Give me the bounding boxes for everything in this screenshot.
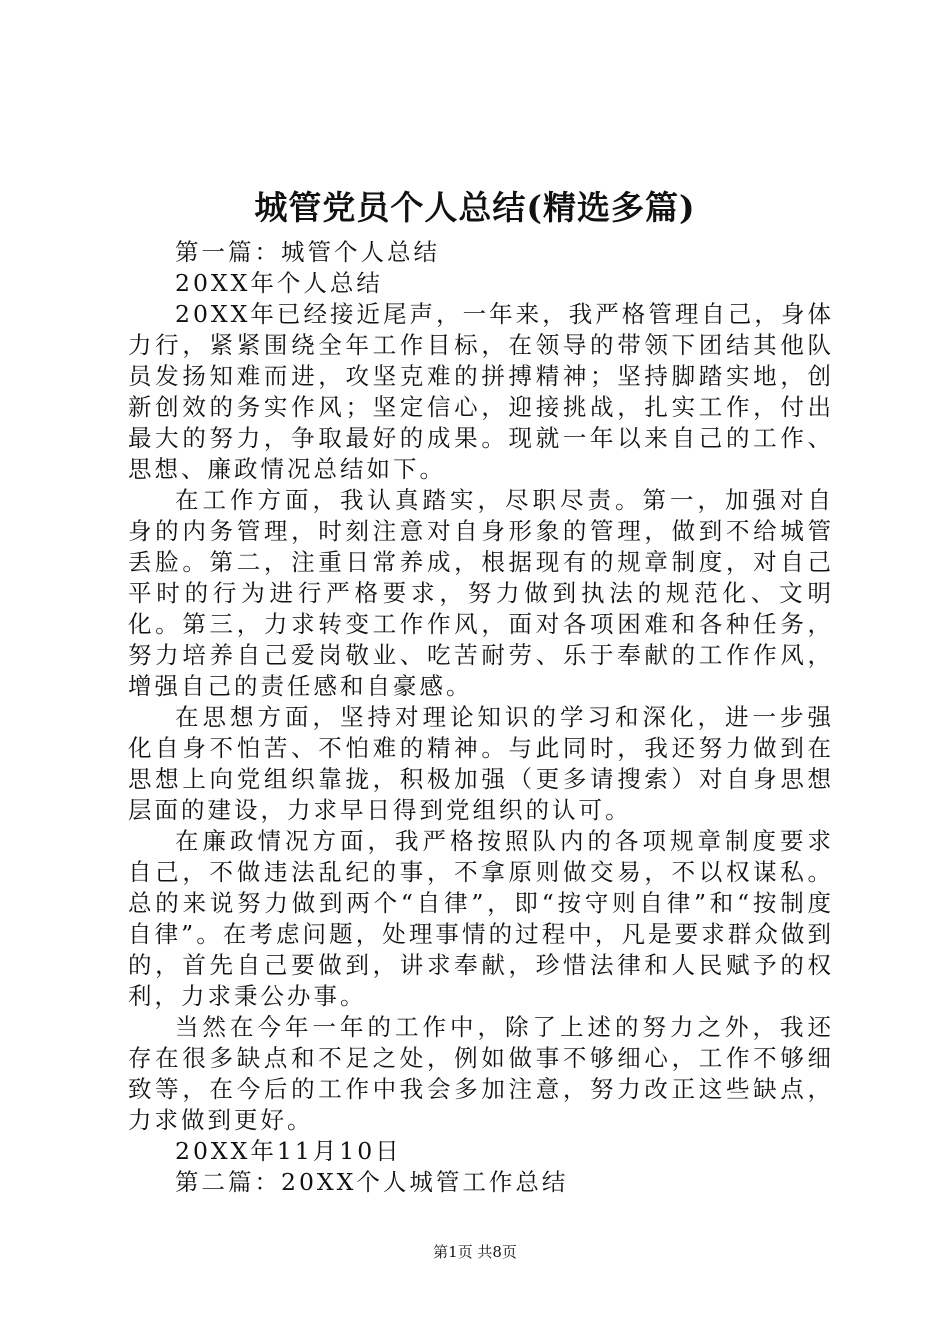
paragraph-integrity: 在廉政情况方面，我严格按照队内的各项规章制度要求自己，不做违法乱纪的事，不拿原则做交易，不以权谋私。总的来说努力做到两个“自律”，即“按守则自律”和“按制度自律”。在考虑问题，处理事情的过程中，凡是要求群众做到的，首先自己要做到，讲求奉献，珍惜法律和人民赋予的权利，力求秉公办事。 <box>128 827 834 1010</box>
document-title: 城管党员个人总结(精选多篇) <box>254 188 696 227</box>
paragraph-work: 在工作方面，我认真踏实，尽职尽责。第一，加强对自身的内务管理，时刻注意对自身形象的管理，做到不给城管丢脸。第二，注重日常养成，根据现有的规章制度，对自己平时的行为进行严格要求，努力做到执法的规范化、文明化。第三，力求转变工作作风，面对各项困难和各种任务，努力培养自己爱岗敬业、吃苦耐劳、乐于奉献的工作作风，增强自己的责任感和自豪感。 <box>128 486 834 700</box>
section-heading-2: 第二篇：20XX个人城管工作总结 <box>175 1168 569 1196</box>
subheading: 20XX年个人总结 <box>175 269 383 297</box>
section-heading-1: 第一篇：城管个人总结 <box>175 238 440 266</box>
date-line: 20XX年11月10日 <box>175 1137 402 1165</box>
paragraph-shortcomings: 当然在今年一年的工作中，除了上述的努力之外，我还存在很多缺点和不足之处，例如做事不够细心，工作不够细致等，在今后的工作中我会多加注意，努力改正这些缺点，力求做到更好。 <box>128 1013 834 1134</box>
document-body <box>128 237 834 1198</box>
paragraph-intro: 20XX年已经接近尾声，一年来，我严格管理自己，身体力行，紧紧围绕全年工作目标，在领导的带领下团结其他队员发扬知难而进，攻坚克难的拼搏精神；坚持脚踏实地，创新创效的务实作风；坚定信心，迎接挑战，扎实工作，付出最大的努力，争取最好的成果。现就一年以来自己的工作、思想、廉政情况总结如下。 <box>128 300 834 483</box>
paragraph-thought: 在思想方面，坚持对理论知识的学习和深化，进一步强化自身不怕苦、不怕难的精神。与此同时，我还努力做到在思想上向党组织靠拢，积极加强（更多请搜索）对自身思想层面的建设，力求早日得到党组织的认可。 <box>128 703 834 824</box>
page-footer: 第1页 共8页 <box>433 1243 517 1261</box>
